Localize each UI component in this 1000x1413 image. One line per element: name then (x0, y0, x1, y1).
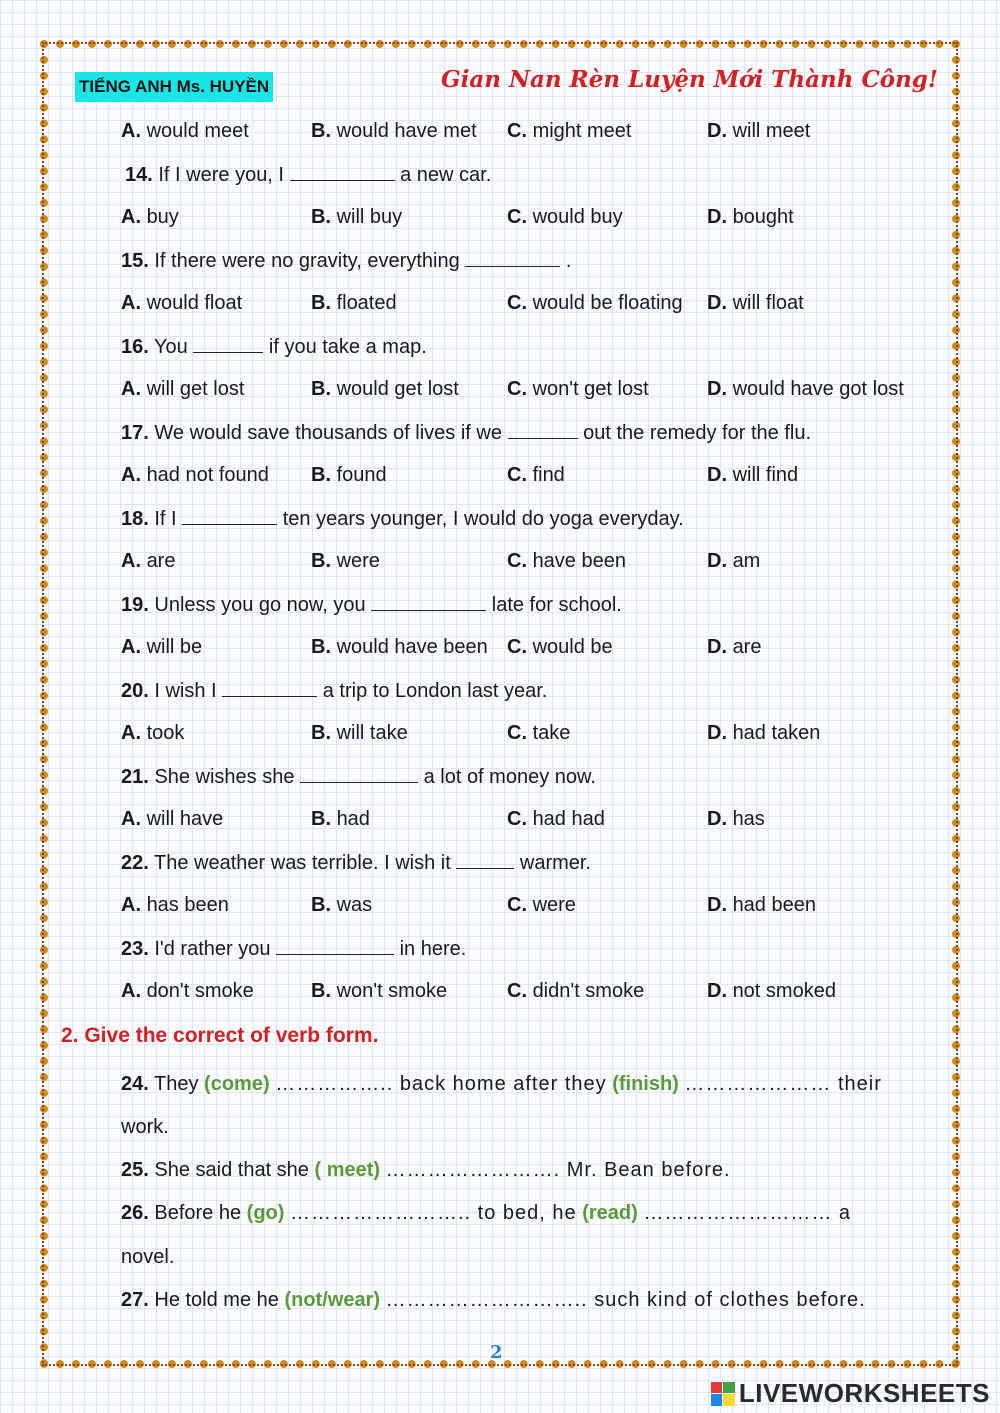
question-number: 20. (121, 680, 149, 702)
answer-blank[interactable]: ……………………… a (643, 1202, 852, 1224)
question-24-continued: work. (121, 1116, 169, 1138)
header-right-slogan: Gian Nan Rèn Luyện Mới Thành Công! (440, 66, 938, 93)
question-26 (121, 1201, 851, 1225)
option-a[interactable] (121, 807, 223, 831)
option-a[interactable] (121, 119, 249, 143)
question-24 (121, 1072, 882, 1096)
page-number: 2 (490, 1342, 503, 1363)
option-letter: C. (507, 378, 527, 400)
option-c[interactable] (507, 119, 632, 143)
option-text: didn't smoke (532, 980, 645, 1002)
option-text: was (336, 894, 373, 916)
option-letter: B. (311, 636, 331, 658)
section-2-title: 2. Give the correct of verb form. (61, 1024, 379, 1047)
option-text: would be floating (532, 292, 683, 314)
question-text-end: out the remedy for the flu. (583, 422, 811, 444)
option-b[interactable] (311, 205, 402, 229)
option-d[interactable] (707, 463, 798, 487)
question-text: I'd rather you (154, 938, 271, 960)
liveworksheets-brand[interactable] (711, 1378, 990, 1409)
answer-blank[interactable]: ……………………….. such kind of clothes before. (385, 1289, 866, 1311)
question-number: 17. (121, 422, 149, 444)
answer-blank[interactable]: …………………….. to bed, he (290, 1202, 577, 1224)
option-a[interactable] (121, 721, 184, 745)
question-16 (121, 334, 427, 359)
option-a[interactable] (121, 979, 254, 1003)
option-letter: C. (507, 808, 527, 830)
option-text: would have got lost (732, 378, 904, 400)
option-text: will find (732, 464, 799, 486)
option-c[interactable] (507, 893, 576, 917)
option-text: would have been (336, 636, 488, 658)
option-letter: D. (707, 980, 727, 1002)
question-17 (121, 420, 811, 445)
answer-blank[interactable] (300, 764, 418, 783)
option-letter: A. (121, 722, 141, 744)
question-text: We would save thousands of lives if we (154, 422, 502, 444)
option-text: would get lost (336, 378, 459, 400)
option-c[interactable] (507, 807, 605, 831)
verb-hint: (go) (246, 1202, 285, 1224)
question-number: 15. (121, 250, 149, 272)
option-letter: A. (121, 120, 141, 142)
option-d[interactable] (707, 377, 904, 401)
question-23 (121, 936, 466, 961)
option-letter: B. (311, 292, 331, 314)
option-d[interactable] (707, 291, 804, 315)
option-letter: C. (507, 292, 527, 314)
option-a[interactable] (121, 463, 269, 487)
question-text: Unless you go now, you (154, 594, 366, 616)
option-letter: C. (507, 464, 527, 486)
option-text: will have (146, 808, 224, 830)
option-text: take (532, 722, 571, 744)
option-text: might meet (532, 120, 632, 142)
verb-hint: ( meet) (314, 1159, 381, 1181)
option-text: bought (732, 206, 794, 228)
option-text: had been (732, 894, 816, 916)
option-text: will get lost (146, 378, 245, 400)
option-text: are (146, 550, 176, 572)
question-text-end: late for school. (491, 594, 622, 616)
question-number: 27. (121, 1289, 149, 1311)
verb-hint: (come) (204, 1073, 270, 1095)
option-d[interactable] (707, 807, 765, 831)
question-22 (121, 850, 591, 875)
option-d[interactable] (707, 893, 816, 917)
option-b[interactable] (311, 377, 459, 401)
option-text: won't get lost (532, 378, 649, 400)
option-c[interactable] (507, 205, 623, 229)
option-d[interactable] (707, 979, 836, 1003)
option-letter: D. (707, 292, 727, 314)
option-c[interactable] (507, 463, 565, 487)
option-letter: C. (507, 894, 527, 916)
option-text: will take (336, 722, 408, 744)
option-b[interactable] (311, 635, 488, 659)
option-d[interactable] (707, 205, 794, 229)
question-text-end: a lot of money now. (423, 766, 596, 788)
question-text-end: warmer. (519, 852, 592, 874)
liveworksheets-logo-icon (711, 1382, 735, 1406)
option-letter: B. (311, 378, 331, 400)
question-number: 26. (121, 1202, 149, 1224)
option-text: would be (532, 636, 613, 658)
question-19 (121, 592, 622, 617)
option-letter: C. (507, 206, 527, 228)
option-b[interactable] (311, 721, 408, 745)
option-text: would buy (532, 206, 623, 228)
option-letter: D. (707, 636, 727, 658)
option-text: floated (336, 292, 397, 314)
option-letter: A. (121, 894, 141, 916)
option-a[interactable] (121, 549, 175, 573)
option-b[interactable] (311, 119, 477, 143)
answer-blank[interactable] (371, 592, 486, 611)
option-d[interactable] (707, 119, 810, 143)
option-b[interactable] (311, 807, 370, 831)
option-letter: B. (311, 722, 331, 744)
option-letter: B. (311, 894, 331, 916)
option-letter: D. (707, 378, 727, 400)
option-letter: A. (121, 636, 141, 658)
question-21 (121, 764, 596, 789)
option-a[interactable] (121, 635, 202, 659)
option-text: will be (146, 636, 203, 658)
question-number: 23. (121, 938, 149, 960)
option-text: had had (532, 808, 605, 830)
option-text: will float (732, 292, 804, 314)
option-b[interactable] (311, 291, 397, 315)
option-b[interactable] (311, 463, 387, 487)
question-number: 25. (121, 1159, 149, 1181)
question-text-end: a trip to London last year. (322, 680, 548, 702)
option-c[interactable] (507, 549, 626, 573)
verb-hint: (not/wear) (284, 1289, 381, 1311)
question-text: She said that she (154, 1159, 309, 1181)
option-text: had (336, 808, 370, 830)
option-a[interactable] (121, 377, 244, 401)
option-d[interactable] (707, 721, 820, 745)
option-letter: D. (707, 722, 727, 744)
question-number: 16. (121, 336, 149, 358)
question-text: If I were you, I (158, 164, 284, 186)
question-number: 14. (125, 164, 153, 186)
option-text: has (732, 808, 765, 830)
question-20 (121, 678, 547, 703)
option-d[interactable] (707, 635, 761, 659)
verb-hint: (read) (582, 1202, 638, 1224)
option-text: found (336, 464, 387, 486)
answer-blank[interactable] (222, 678, 317, 697)
option-letter: A. (121, 206, 141, 228)
option-letter: D. (707, 808, 727, 830)
answer-blank[interactable] (508, 420, 578, 439)
option-d[interactable] (707, 549, 760, 573)
answer-blank[interactable]: …………….. back home after they (275, 1073, 607, 1095)
option-text: had not found (146, 464, 269, 486)
option-c[interactable] (507, 721, 570, 745)
option-text: has been (146, 894, 229, 916)
question-number: 21. (121, 766, 149, 788)
header-left-title: TIẾNG ANH Ms. HUYỀN (75, 72, 273, 102)
option-letter: C. (507, 636, 527, 658)
question-text: She wishes she (154, 766, 295, 788)
option-text: took (146, 722, 185, 744)
answer-blank[interactable] (290, 162, 395, 181)
question-number: 18. (121, 508, 149, 530)
question-text: If I (154, 508, 177, 530)
question-number: 22. (121, 852, 149, 874)
option-text: are (732, 636, 762, 658)
option-letter: D. (707, 894, 727, 916)
question-text-end: a new car. (400, 164, 492, 186)
option-letter: A. (121, 550, 141, 572)
option-c[interactable] (507, 635, 613, 659)
brand-name: LIVEWORKSHEETS (738, 1378, 990, 1408)
question-26-continued: novel. (121, 1246, 175, 1268)
question-text: He told me he (154, 1289, 279, 1311)
answer-blank[interactable]: ………………… their (684, 1073, 882, 1095)
option-text: buy (146, 206, 179, 228)
option-letter: B. (311, 120, 331, 142)
option-letter: C. (507, 980, 527, 1002)
option-b[interactable] (311, 979, 447, 1003)
option-c[interactable] (507, 377, 649, 401)
option-text: have been (532, 550, 626, 572)
option-letter: B. (311, 550, 331, 572)
answer-blank[interactable] (465, 248, 560, 267)
option-letter: D. (707, 464, 727, 486)
question-27 (121, 1288, 866, 1312)
option-letter: C. (507, 550, 527, 572)
option-a[interactable] (121, 291, 242, 315)
option-letter: D. (707, 550, 727, 572)
option-a[interactable] (121, 893, 229, 917)
question-15 (121, 248, 571, 273)
option-letter: A. (121, 378, 141, 400)
option-letter: D. (707, 120, 727, 142)
option-text: not smoked (732, 980, 836, 1002)
option-text: were (532, 894, 576, 916)
question-text: I wish I (154, 680, 217, 702)
option-text: am (732, 550, 761, 572)
option-letter: C. (507, 120, 527, 142)
question-25 (121, 1158, 731, 1182)
question-number: 24. (121, 1073, 149, 1095)
answer-blank[interactable] (193, 334, 263, 353)
option-letter: A. (121, 464, 141, 486)
answer-blank[interactable] (276, 936, 394, 955)
question-text: Before he (154, 1202, 242, 1224)
option-c[interactable] (507, 979, 644, 1003)
option-text: will meet (732, 120, 811, 142)
option-text: would meet (146, 120, 249, 142)
option-c[interactable] (507, 291, 683, 315)
option-text: will buy (336, 206, 403, 228)
option-letter: C. (507, 722, 527, 744)
option-b[interactable] (311, 893, 372, 917)
option-text: had taken (732, 722, 821, 744)
option-letter: A. (121, 980, 141, 1002)
option-letter: A. (121, 808, 141, 830)
option-letter: D. (707, 206, 727, 228)
question-text-end: ten years younger, I would do yoga everyday. (282, 508, 684, 530)
option-letter: B. (311, 808, 331, 830)
option-letter: B. (311, 206, 331, 228)
answer-blank[interactable]: ……………………. Mr. Bean before. (385, 1159, 731, 1181)
option-text: would float (146, 292, 243, 314)
question-18 (121, 506, 684, 531)
question-text-end: if you take a map. (268, 336, 427, 358)
question-text-end: . (565, 250, 572, 272)
question-text-end: in here. (399, 938, 467, 960)
verb-hint: (finish) (612, 1073, 679, 1095)
option-a[interactable] (121, 205, 179, 229)
option-text: don't smoke (146, 980, 254, 1002)
option-b[interactable] (311, 549, 380, 573)
question-14 (125, 162, 491, 187)
question-number: 19. (121, 594, 149, 616)
answer-blank[interactable] (182, 506, 277, 525)
option-letter: B. (311, 980, 331, 1002)
question-text: If there were no gravity, everything (154, 250, 460, 272)
option-text: find (532, 464, 565, 486)
question-text: You (154, 336, 188, 358)
question-text: The weather was terrible. I wish it (154, 852, 451, 874)
option-letter: A. (121, 292, 141, 314)
option-text: would have met (336, 120, 477, 142)
option-letter: B. (311, 464, 331, 486)
answer-blank[interactable] (456, 850, 514, 869)
question-text: They (154, 1073, 199, 1095)
option-text: were (336, 550, 380, 572)
option-text: won't smoke (336, 980, 448, 1002)
